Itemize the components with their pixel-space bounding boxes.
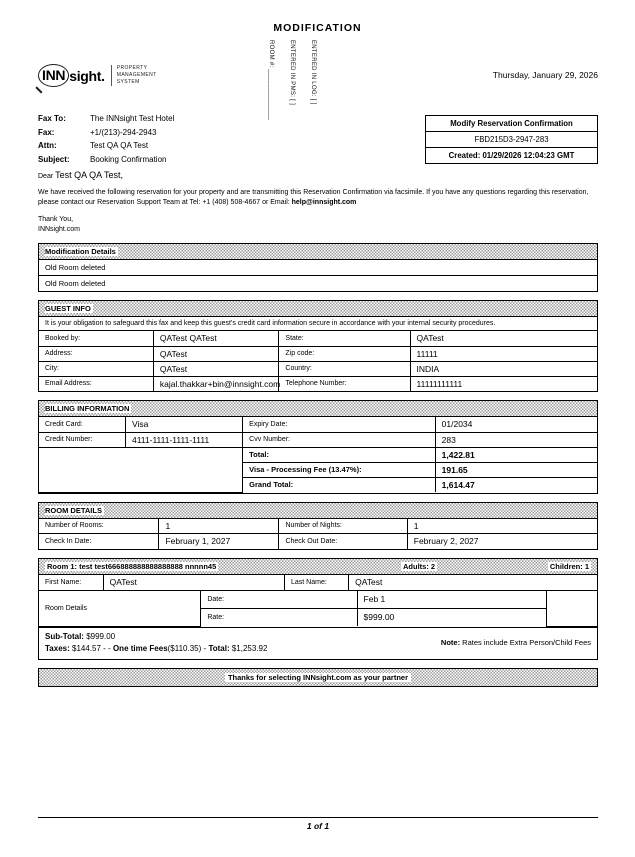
- room-1-subtotals: [39, 627, 597, 659]
- expiry-value: 01/2034: [435, 417, 597, 432]
- note-label: Note:: [440, 638, 461, 647]
- modification-details-header: [39, 244, 597, 260]
- billing-table: [39, 417, 597, 493]
- logo-sight-text: sight.: [69, 67, 105, 84]
- table-row: [39, 447, 597, 462]
- booked-by-label: Booked by:: [39, 331, 153, 346]
- table-row: [39, 590, 597, 608]
- num-rooms-label: Number of Rooms:: [39, 519, 159, 534]
- document-title: MODIFICATION: [273, 22, 362, 34]
- letter-closing: [38, 215, 600, 234]
- table-row: [39, 575, 597, 590]
- room-details-header-text: ROOM DETAILS: [45, 505, 102, 515]
- room-total-label: Total:: [208, 643, 230, 653]
- room-1-adults-wrap: [401, 562, 521, 571]
- billing-section: [38, 400, 598, 494]
- billing-header-text: BILLING INFORMATION: [45, 404, 130, 413]
- subtotal-value: $999.00: [86, 631, 116, 641]
- subject-row: [38, 153, 174, 167]
- zip-value: 11111: [410, 346, 597, 361]
- confirmation-title: Modify Reservation Confirmation: [426, 116, 598, 132]
- stamp-room-number: ROOM #: ______________: [268, 40, 274, 121]
- magnifier-icon: [38, 64, 69, 87]
- greeting-name: Test QA QA Test,: [55, 170, 123, 180]
- partner-footer-bar: [38, 668, 598, 687]
- city-label: City:: [39, 361, 153, 376]
- logo-tagline: [111, 65, 157, 86]
- modification-row: Old Room deleted: [39, 260, 597, 276]
- checkin-value: February 1, 2027: [159, 534, 279, 549]
- taxes-separator: - -: [103, 643, 111, 653]
- credit-number-label: Credit Number:: [39, 432, 125, 447]
- confirmation-created: Created: 01/29/2026 12:04:23 GMT: [426, 148, 598, 164]
- table-row: [39, 346, 597, 361]
- email-value: kajal.thakkar+bin@innsight.com: [153, 376, 279, 391]
- fees-label: One time Fees: [112, 643, 168, 653]
- grand-total-value: 1,614.47: [435, 477, 597, 492]
- cvv-value: 283: [435, 432, 597, 447]
- fax-to-value: The INNsight Test Hotel: [90, 114, 175, 123]
- total-value: 1,422.81: [435, 447, 597, 462]
- expiry-label: Expiry Date:: [243, 417, 436, 432]
- billing-empty-cell: [39, 447, 243, 492]
- logo-wordmark: [38, 64, 105, 87]
- room-1-adults: Adults: 2: [403, 561, 436, 571]
- room-1-title-wrap: [45, 562, 401, 571]
- note: [441, 638, 591, 647]
- first-name-label: First Name:: [39, 575, 103, 590]
- room-1-children-wrap: [521, 562, 591, 571]
- thank-you-line: Thank You,: [38, 216, 74, 223]
- date-label: Date:: [201, 590, 357, 608]
- room-1-header: [39, 559, 597, 575]
- security-notice: It is your obligation to safeguard this fax and keep this guest's credit card information secure in accordance with your internal security procedures.: [39, 317, 597, 331]
- room-details-header: [39, 503, 597, 519]
- room-1-children: Children: 1: [549, 561, 589, 571]
- logo-tagline-line2: MANAGEMENT: [116, 72, 157, 78]
- fees-value: ($110.35): [167, 643, 202, 653]
- modification-row: Old Room deleted: [45, 279, 106, 288]
- grand-total-label: Grand Total:: [243, 477, 436, 492]
- stamp-entered-log: ENTERED IN LOG: [ ]: [310, 40, 316, 105]
- table-row: [39, 331, 597, 346]
- modification-details-section: [38, 243, 598, 292]
- checkout-value: February 2, 2027: [407, 534, 597, 549]
- subtotal-lines: [45, 631, 441, 655]
- fax-number-row: [38, 126, 174, 140]
- last-name-value: QATest: [349, 575, 597, 590]
- rate-empty-cell: [547, 590, 597, 626]
- credit-card-label: Credit Card:: [39, 417, 125, 432]
- checkout-label: Check Out Date:: [279, 534, 407, 549]
- confirmation-number: FBD215D3-2947-283: [426, 132, 598, 148]
- address-value: QATest: [153, 346, 279, 361]
- table-row: [39, 361, 597, 376]
- greeting-prefix: Dear: [38, 173, 56, 180]
- partner-footer-text: Thanks for selecting INNsight.com as your partner: [225, 673, 411, 682]
- logo-tagline-line1: PROPERTY: [116, 65, 148, 71]
- subtotal-line: [45, 631, 441, 643]
- total-separator: -: [203, 643, 207, 653]
- logo-tagline-line3: SYSTEM: [116, 79, 140, 85]
- signature-line: INNsight.com: [38, 225, 81, 233]
- greeting: [38, 170, 600, 180]
- modification-details-header-text: Modification Details: [45, 247, 116, 256]
- state-label: State:: [279, 331, 410, 346]
- billing-header: [39, 401, 597, 417]
- room-1-title: Room 1: test test666888888888888888 nnnnn45: [47, 561, 217, 571]
- room-1-section: [38, 558, 598, 660]
- subject-value: Booking Confirmation: [90, 154, 167, 164]
- date-value: Feb 1: [357, 590, 547, 608]
- room-1-rate-table: [39, 590, 597, 627]
- confirmation-box: [425, 115, 598, 164]
- rate-value: $999.00: [357, 608, 547, 626]
- fax-to-row: [38, 112, 174, 126]
- room-details-section: [38, 502, 598, 550]
- first-name-value: QATest: [103, 575, 284, 590]
- page-number: 1 of 1: [306, 821, 330, 831]
- table-row: [39, 417, 597, 432]
- num-nights-value: 1: [407, 519, 597, 534]
- attn-value: Test QA QA Test: [90, 141, 149, 150]
- country-label: Country:: [279, 361, 410, 376]
- telephone-value: 11111111111: [410, 376, 597, 391]
- num-rooms-value: 1: [159, 519, 279, 534]
- cvv-label: Cvv Number:: [243, 432, 436, 447]
- innsight-logo: [38, 64, 157, 87]
- room-1-name-table: [39, 575, 597, 590]
- table-row: [39, 519, 597, 534]
- telephone-label: Telephone Number:: [279, 376, 410, 391]
- table-row: [39, 534, 597, 549]
- logo-inn-text: INN: [42, 67, 66, 83]
- booked-by-value: QATest QATest: [153, 331, 279, 346]
- guest-info-section: [38, 300, 598, 392]
- credit-card-value: Visa: [125, 417, 242, 432]
- guest-info-header: [39, 301, 597, 317]
- rate-label: Rate:: [201, 608, 357, 626]
- credit-number-value: 4111-1111-1111-1111: [125, 432, 242, 447]
- fax-header-block: [38, 112, 174, 166]
- document-date: Thursday, January 29, 2026: [492, 70, 598, 80]
- num-nights-label: Number of Nights:: [279, 519, 407, 534]
- city-value: QATest: [153, 361, 279, 376]
- letter-body: [38, 170, 600, 234]
- letter-paragraph: [38, 188, 600, 207]
- email-label: Email Address:: [39, 376, 153, 391]
- stamp-lines: [260, 40, 323, 120]
- fax-to-label: Fax To:: [38, 114, 66, 123]
- total-label: Total:: [243, 447, 436, 462]
- processing-fee-value: 191.65: [435, 462, 597, 477]
- support-email: help@innsight.com: [291, 198, 357, 206]
- guest-info-header-text: GUEST INFO: [45, 304, 91, 313]
- attn-label: Attn:: [38, 141, 57, 150]
- guest-info-table: [39, 331, 597, 391]
- subtotal-label: Sub-Total:: [45, 631, 84, 641]
- checkin-label: Check In Date:: [39, 534, 159, 549]
- table-row: [39, 432, 597, 447]
- sections: [38, 243, 598, 687]
- country-value: INDIA: [410, 361, 597, 376]
- stamp-entered-pms: ENTERED IN PMS: [ ]: [289, 40, 295, 106]
- letter-paragraph-text: We have received the following reservation for your property and are transmitting this Reservation Confirmation via facsimile. If you have any questions regarding this reservation, please contact our Reservation Support Team at Tel: +1 (408) 508-4667 or Email:: [38, 189, 589, 206]
- page-number-footer: [38, 817, 598, 831]
- note-text: Rates include Extra Person/Child Fees: [460, 638, 591, 647]
- state-value: QATest: [410, 331, 597, 346]
- taxes-line: [45, 643, 441, 655]
- room-details-cell-label: Room Details: [39, 590, 201, 626]
- subject-label: Subject:: [38, 154, 70, 164]
- fax-number-label: Fax:: [38, 127, 55, 137]
- taxes-value: $144.57: [72, 643, 101, 653]
- last-name-label: Last Name:: [285, 575, 349, 590]
- room-total-value: $1,253.92: [231, 643, 268, 653]
- processing-fee-label: Visa - Processing Fee (13.47%):: [243, 462, 436, 477]
- attn-row: [38, 139, 174, 153]
- zip-label: Zip code:: [279, 346, 410, 361]
- taxes-label: Taxes:: [45, 643, 70, 653]
- room-details-table: [39, 519, 597, 549]
- rotated-entry-stamp: [243, 40, 323, 120]
- table-row: [39, 376, 597, 391]
- address-label: Address:: [39, 346, 153, 361]
- fax-number-value: +1/(213)-294-2943: [90, 127, 157, 137]
